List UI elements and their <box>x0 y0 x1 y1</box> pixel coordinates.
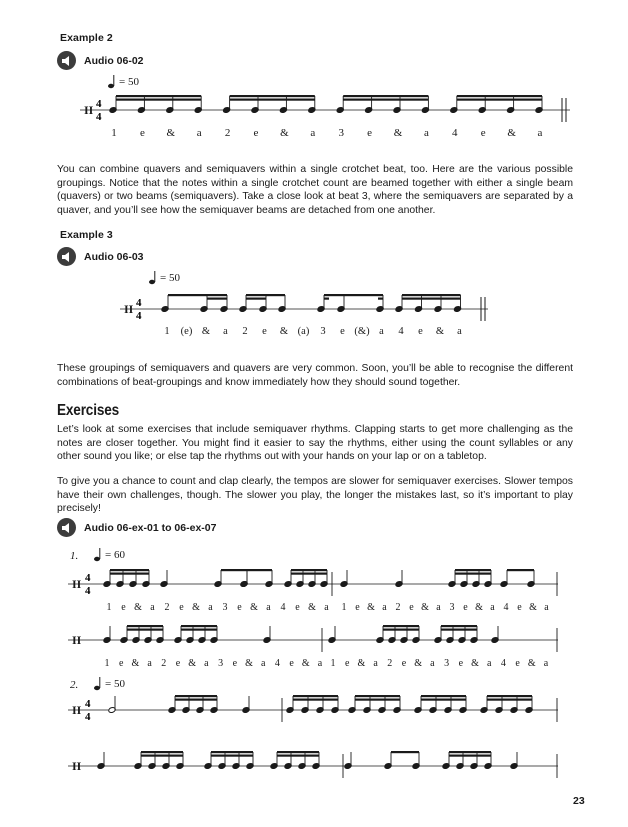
count-syllable: 3 <box>218 658 224 669</box>
beam <box>141 751 183 753</box>
beam <box>383 629 419 631</box>
beam <box>455 569 491 571</box>
count-syllable: 1 <box>341 602 347 613</box>
beam <box>455 573 491 575</box>
tempo-marking <box>94 548 125 562</box>
count-syllable: a <box>537 127 543 139</box>
tempo-value: = 50 <box>105 678 125 690</box>
beam <box>441 625 477 627</box>
tempo-value: = 50 <box>160 272 180 284</box>
count-syllable: & <box>527 658 536 669</box>
beam <box>211 755 253 757</box>
count-syllable: e <box>409 602 414 613</box>
beam <box>116 99 201 101</box>
beam <box>246 294 285 296</box>
count-syllable: e <box>517 602 522 613</box>
count-syllable: & <box>507 127 516 139</box>
example-3-staff <box>120 292 500 342</box>
beam <box>343 99 428 101</box>
svg-text:II: II <box>124 302 134 316</box>
speaker-icon[interactable] <box>57 247 76 266</box>
count-syllable: (&) <box>354 326 370 337</box>
beam <box>324 294 383 296</box>
beam <box>221 569 247 571</box>
count-syllable: e <box>295 602 300 613</box>
exercises-heading: Exercises <box>57 402 119 419</box>
count-syllable: & <box>245 658 253 669</box>
beam <box>277 755 319 757</box>
beam <box>247 569 272 571</box>
count-syllable: a <box>490 602 495 613</box>
count-syllable: & <box>134 602 142 613</box>
beam <box>355 695 400 697</box>
crotchet-icon <box>94 677 102 691</box>
exercises-paragraph-1: Let’s look at some exercises that include semiquaver rhythms. Clapping starts to get more challenging as the notes are closer together. You might find it easier to say the rhythms, either using the count syllables or any other sound you like; or else tap the rhythms out with your hands on your lap or on a tabletop. <box>57 424 573 463</box>
count-syllable: a <box>379 326 384 337</box>
crotchet-icon <box>108 75 116 89</box>
count-syllable: & <box>280 127 289 139</box>
count-syllable: 1 <box>164 326 170 337</box>
count-syllable: e <box>480 127 486 139</box>
count-syllable: e <box>344 658 350 669</box>
count-syllable: (a) <box>297 326 310 337</box>
count-syllable: e <box>355 602 360 613</box>
beam <box>457 95 542 97</box>
count-syllable: e <box>262 326 267 337</box>
speaker-icon[interactable] <box>57 518 76 537</box>
tempo-value: = 50 <box>119 76 139 88</box>
beam <box>141 755 183 757</box>
count-syllable: & <box>529 602 537 613</box>
tempo-marking <box>149 271 180 285</box>
count-syllable: a <box>423 127 429 139</box>
beam <box>211 751 253 753</box>
beam <box>378 298 383 300</box>
exercise-1-line-1 <box>68 568 564 616</box>
count-syllable: a <box>544 602 549 613</box>
count-syllable: & <box>131 658 140 669</box>
beam <box>181 625 217 627</box>
count-syllable: e <box>401 658 407 669</box>
count-syllable: e <box>118 658 124 669</box>
count-syllable: & <box>471 658 479 669</box>
count-syllable: a <box>223 326 228 337</box>
time-sig-bottom: 4 <box>85 711 91 723</box>
speaker-icon[interactable] <box>57 51 76 70</box>
count-syllable: e <box>463 602 468 613</box>
count-syllable: a <box>436 602 441 613</box>
count-syllable: 1 <box>106 602 112 613</box>
audio-label: Audio 06-ex-01 to 06-ex-07 <box>84 521 217 534</box>
beam <box>402 294 461 296</box>
beam <box>246 298 266 300</box>
beam <box>110 569 149 571</box>
count-syllable: e <box>340 326 345 337</box>
beam <box>457 99 542 101</box>
count-syllable: 4 <box>398 326 404 337</box>
count-syllable: 1 <box>104 658 110 669</box>
count-syllable: 2 <box>242 326 248 337</box>
exercise-1-number: 1. <box>70 550 79 562</box>
count-syllable: & <box>475 602 483 613</box>
beam <box>383 625 419 627</box>
count-syllable: & <box>435 326 445 337</box>
beam <box>277 751 319 753</box>
time-sig-top: 4 <box>85 698 91 710</box>
beam <box>391 751 419 753</box>
time-sig-top: 4 <box>85 572 91 584</box>
svg-text:II: II <box>72 633 82 647</box>
count-syllable: & <box>308 602 316 613</box>
count-syllable: e <box>289 658 294 669</box>
count-syllable: 4 <box>280 602 286 613</box>
beam <box>110 573 149 575</box>
beam <box>127 629 163 631</box>
paragraph-common-groupings: These groupings of semiquavers and quavers are very common. Soon, you’ll be able to recognise the different combinations of beat-groupings and know immediately how they should sound together. <box>57 363 573 388</box>
example-3-title: Example 3 <box>60 229 113 241</box>
count-syllable: 3 <box>449 602 455 613</box>
count-syllable: (e) <box>180 326 193 337</box>
beam <box>230 99 315 101</box>
count-syllable: a <box>486 658 492 669</box>
count-syllable: e <box>237 602 242 613</box>
count-syllable: a <box>150 602 155 613</box>
beam <box>293 695 338 697</box>
count-syllable: & <box>192 602 200 613</box>
count-syllable: & <box>250 602 258 613</box>
count-syllable: e <box>139 127 145 139</box>
count-syllable: 2 <box>395 602 401 613</box>
time-sig-bottom: 4 <box>136 310 142 322</box>
example-2-audio[interactable] <box>57 51 144 70</box>
beam <box>343 95 428 97</box>
count-syllable: a <box>543 658 549 669</box>
count-syllable: a <box>324 602 329 613</box>
count-syllable: e <box>121 602 126 613</box>
example-2-staff <box>80 92 580 142</box>
svg-text:II: II <box>72 577 82 591</box>
count-syllable: 2 <box>161 658 167 669</box>
count-syllable: e <box>515 658 520 669</box>
tempo-value: = 60 <box>105 549 125 561</box>
count-syllable: & <box>301 658 310 669</box>
beam <box>449 751 491 753</box>
count-syllable: e <box>232 658 238 669</box>
count-syllable: & <box>188 658 197 669</box>
count-syllable: 4 <box>274 658 280 669</box>
page-number: 23 <box>573 795 585 807</box>
count-syllable: a <box>147 658 152 669</box>
count-syllable: a <box>260 658 266 669</box>
beam <box>291 573 327 575</box>
time-sig-top: 4 <box>136 297 142 309</box>
count-syllable: 2 <box>164 602 170 613</box>
count-syllable: e <box>179 602 184 613</box>
svg-text:II: II <box>72 703 82 717</box>
beam <box>116 95 201 97</box>
beam <box>487 695 532 697</box>
count-syllable: 3 <box>444 658 450 669</box>
tempo-marking <box>94 677 125 691</box>
beam <box>175 695 217 697</box>
beam <box>181 629 217 631</box>
count-syllable: 3 <box>320 326 326 337</box>
exercise-2-line-1 <box>68 694 564 730</box>
count-syllable: a <box>310 127 316 139</box>
count-syllable: a <box>317 658 323 669</box>
count-syllable: & <box>414 658 423 669</box>
svg-text:II: II <box>84 103 94 117</box>
time-sig-top: 4 <box>96 98 102 110</box>
count-syllable: & <box>201 326 211 337</box>
example-3-audio[interactable] <box>57 247 144 266</box>
count-syllable: 1 <box>111 127 117 139</box>
count-syllable: a <box>196 127 202 139</box>
count-syllable: e <box>175 658 181 669</box>
count-syllable: a <box>266 602 271 613</box>
beam <box>421 695 466 697</box>
count-syllable: a <box>208 602 213 613</box>
count-syllable: e <box>418 326 423 337</box>
count-syllable: & <box>166 127 176 139</box>
count-syllable: & <box>357 658 366 669</box>
time-sig-bottom: 4 <box>85 585 91 597</box>
count-syllable: e <box>253 127 259 139</box>
beam <box>449 755 491 757</box>
count-syllable: 1 <box>330 658 336 669</box>
example-2-title: Example 2 <box>60 32 113 44</box>
beam <box>207 298 227 300</box>
crotchet-icon <box>149 271 157 285</box>
exercise-2-line-2 <box>68 750 564 786</box>
count-syllable: 4 <box>500 658 506 669</box>
beam <box>402 298 461 300</box>
beam <box>127 625 163 627</box>
exercises-audio[interactable] <box>57 518 216 537</box>
count-syllable: 2 <box>387 658 393 669</box>
beam <box>293 699 338 701</box>
count-syllable: a <box>430 658 435 669</box>
audio-label: Audio 06-03 <box>84 250 144 263</box>
count-syllable: 4 <box>452 127 458 139</box>
beam <box>507 569 534 571</box>
beam <box>291 569 327 571</box>
beam <box>175 699 217 701</box>
count-syllable: e <box>367 127 373 139</box>
beam <box>168 294 227 296</box>
tempo-marking <box>108 75 139 89</box>
exercise-2-number: 2. <box>70 679 79 691</box>
count-syllable: 2 <box>224 127 231 139</box>
count-syllable: 3 <box>338 127 344 139</box>
count-syllable: 4 <box>503 602 509 613</box>
crotchet-icon <box>94 548 102 562</box>
count-syllable: & <box>279 326 289 337</box>
count-syllable: a <box>457 326 462 337</box>
count-syllable: & <box>393 127 403 139</box>
beam <box>487 699 532 701</box>
count-syllable: & <box>421 602 429 613</box>
beam <box>421 699 466 701</box>
count-syllable: 3 <box>222 602 228 613</box>
count-syllable: a <box>204 658 209 669</box>
count-syllable: a <box>373 658 378 669</box>
beam <box>324 298 329 300</box>
count-syllable: & <box>367 602 375 613</box>
beam <box>230 95 315 97</box>
audio-label: Audio 06-02 <box>84 54 144 67</box>
count-syllable: a <box>382 602 387 613</box>
time-sig-bottom: 4 <box>96 111 102 123</box>
exercises-paragraph-2: To give you a chance to count and clap clearly, the tempos are slower for semiquaver exercises. Slower tempos have their own challenges, though. The slower you play, the longer the mistakes last, so it’s important to play precisely! <box>57 476 573 515</box>
count-syllable: e <box>458 658 464 669</box>
beam <box>355 699 400 701</box>
beam <box>441 629 477 631</box>
exercise-1-line-2 <box>68 624 564 672</box>
svg-text:II: II <box>72 759 82 773</box>
paragraph-groupings: You can combine quavers and semiquavers within a single crotchet beat, too. Here are the various possible groupings. Notice that the notes within a single crotchet count are beamed together with either a single beam (quavers) or two beams (semiquavers). Take a close look at beat 3, where the semiquavers are separated by a quaver, and you’ll see how the semiquaver beams are detached from one another. <box>57 164 573 216</box>
